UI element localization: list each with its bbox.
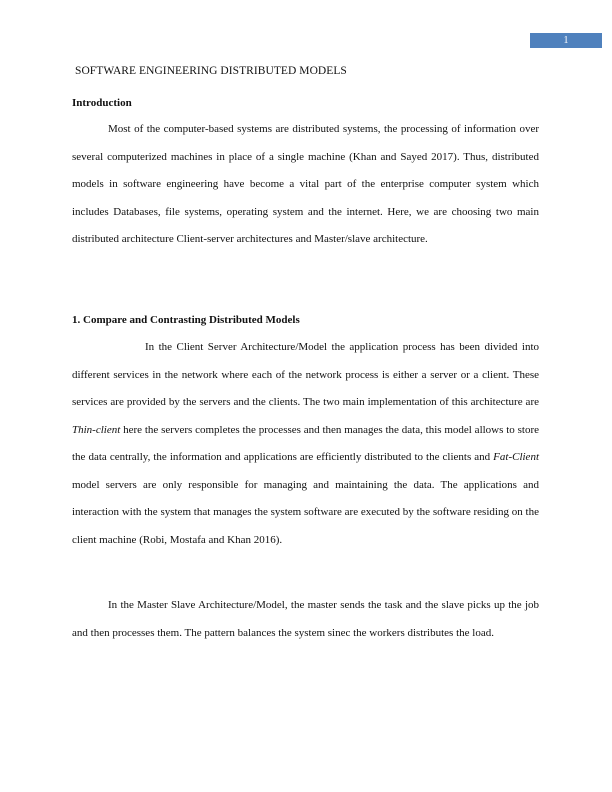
master-slave-paragraph: In the Master Slave Architecture/Model, the master sends the task and the slave picks up the job and then processes them. The pattern balances the system sinec the workers distributes the load. xyxy=(72,599,539,639)
paragraph-text: In the Client Server Architecture/Model the application process has been divided into different services in the network where each of the network process is either a server or a client. These services are provided by the servers and the clients. The two main implementation of this architecture are xyxy=(72,341,539,408)
running-head: SOFTWARE ENGINEERING DISTRIBUTED MODELS xyxy=(75,65,347,77)
client-server-paragraph xyxy=(72,334,539,554)
page-number: 1 xyxy=(530,33,602,48)
thin-client-term: Thin-client xyxy=(72,423,121,436)
fat-client-term: Fat-Client xyxy=(493,451,539,463)
introduction-heading: Introduction xyxy=(72,97,132,109)
introduction-paragraph: Most of the computer-based systems are distributed systems, the processing of information over several computerized machines in place of a single machine (Khan and Sayed 2017). Thus, distributed models in software engineering have become a vital part of the enterprise computer system which includes Databases, file systems, operating system and the internet. Here, we are choosing two main distributed architecture Client-server architectures and Master/slave architecture. xyxy=(72,123,539,245)
paragraph-text: model servers are only responsible for managing and maintaining the data. The applications and interaction with the system that manages the system software are executed by the software residing on the client machine (Robi, Mostafa and Khan 2016). xyxy=(72,478,539,546)
section-1-heading: 1. Compare and Contrasting Distributed Models xyxy=(72,314,300,326)
paragraph-text: here the servers completes the processes and then manages the data, this model allows to store the data centrally, the information and applications are efficiently distributed to the clients and xyxy=(72,423,539,463)
